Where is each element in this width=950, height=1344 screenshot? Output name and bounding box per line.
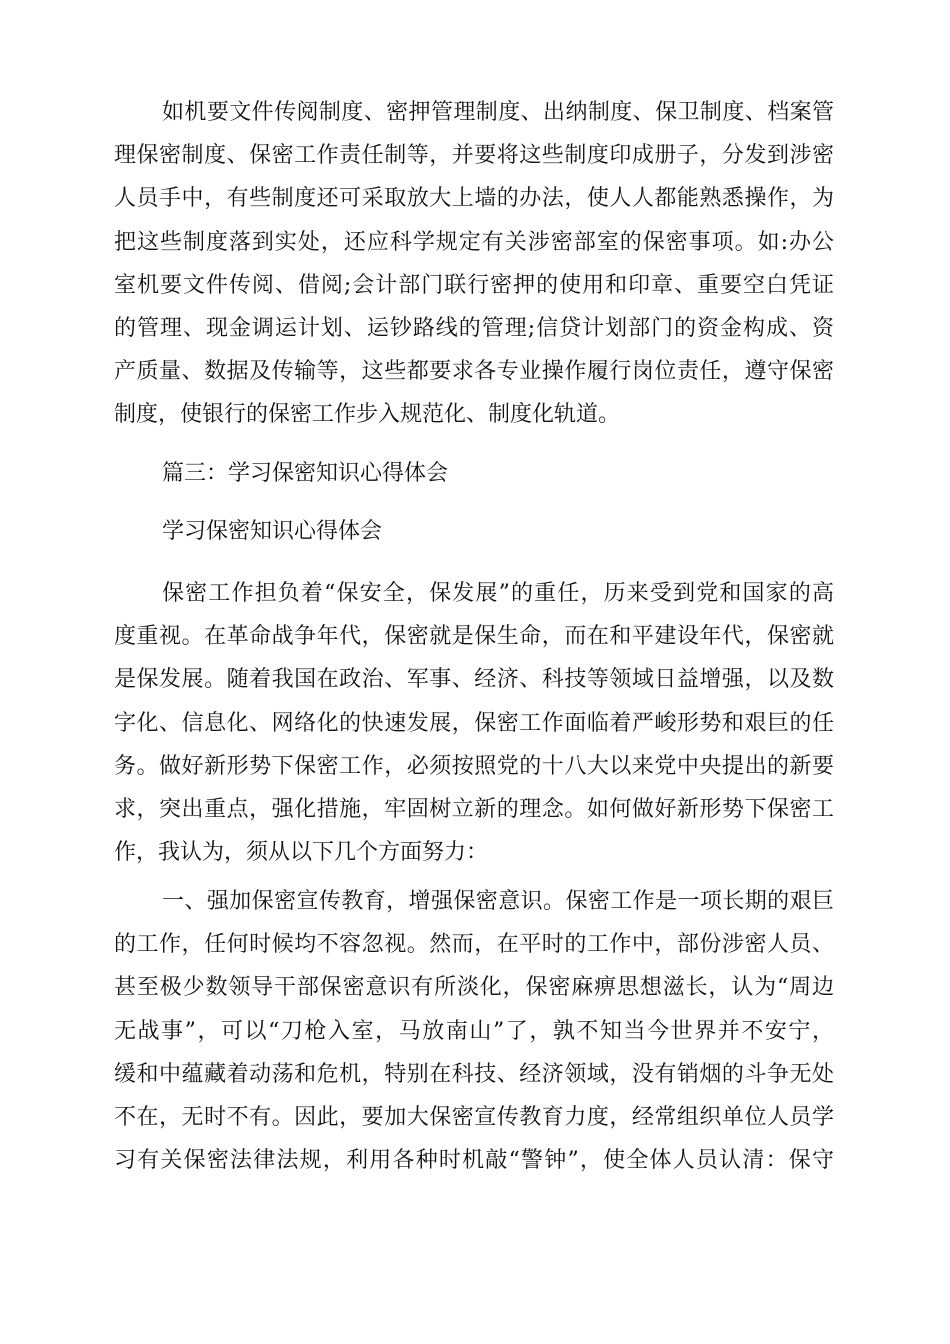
text-line: 产质量、数据及传输等，这些都要求各专业操作履行岗位责任，遵守保密	[114, 359, 834, 385]
text-line: 保密工作担负着“保安全，保发展”的重任，历来受到党和国家的高	[162, 581, 834, 606]
text-line: 如机要文件传阅制度、密押管理制度、出纳制度、保卫制度、档案管	[162, 100, 834, 125]
text-line: 把这些制度落到实处，还应科学规定有关涉密部室的保密事项。如:办公	[114, 229, 834, 255]
text-line: 人员手中，有些制度还可采取放大上墙的办法，使人人都能熟悉操作，为	[114, 186, 834, 212]
text-line: 是保发展。随着我国在政治、军事、经济、科技等领域日益增强，以及数	[114, 667, 834, 693]
text-line: 甚至极少数领导干部保密意识有所淡化，保密麻痹思想滋长，认为“周边	[114, 975, 834, 1001]
section-heading: 篇三：学习保密知识心得体会	[162, 461, 449, 486]
text-line: 制度，使银行的保密工作步入规范化、制度化轨道。	[114, 402, 621, 428]
text-line: 字化、信息化、网络化的快速发展，保密工作面临着严峻形势和艰巨的任	[114, 710, 834, 736]
paragraph-intro	[114, 572, 834, 874]
text-line: 缓和中蕴藏着动荡和危机，特别在科技、经济领域，没有销烟的斗争无处	[114, 1061, 834, 1087]
text-line: 无战事”，可以“刀枪入室，马放南山”了，孰不知当今世界并不安宁，	[114, 1018, 834, 1044]
text-line: 务。做好新形势下保密工作，必须按照党的十八大以来党中央提出的新要	[114, 753, 834, 779]
text-line: 的工作，任何时候均不容忽视。然而，在平时的工作中，部份涉密人员、	[114, 932, 834, 958]
paragraph-regulations	[114, 91, 834, 437]
text-line: 作，我认为，须从以下几个方面努力：	[114, 840, 489, 866]
text-line: 度重视。在革命战争年代，保密就是保生命，而在和平建设年代，保密就	[114, 624, 834, 650]
text-line: 的管理、现金调运计划、运钞路线的管理;信贷计划部门的资金构成、资	[114, 315, 834, 341]
text-line: 理保密制度、保密工作责任制等，并要将这些制度印成册子，分发到涉密	[114, 143, 834, 169]
paragraph-point-one	[114, 880, 834, 1182]
text-line: 求，突出重点，强化措施，牢固树立新的理念。如何做好新形势下保密工	[114, 796, 834, 822]
text-line: 习有关保密法律法规，利用各种时机敲“警钟”，使全体人员认清：保守	[114, 1148, 834, 1174]
text-line: 室机要文件传阅、借阅;会计部门联行密押的使用和印章、重要空白凭证	[114, 272, 834, 298]
text-line: 一、强加保密宣传教育，增强保密意识。保密工作是一项长期的艰巨	[162, 889, 834, 914]
article-title: 学习保密知识心得体会	[162, 519, 383, 544]
text-line: 不在，无时不有。因此，要加大保密宣传教育力度，经常组织单位人员学	[114, 1104, 834, 1130]
